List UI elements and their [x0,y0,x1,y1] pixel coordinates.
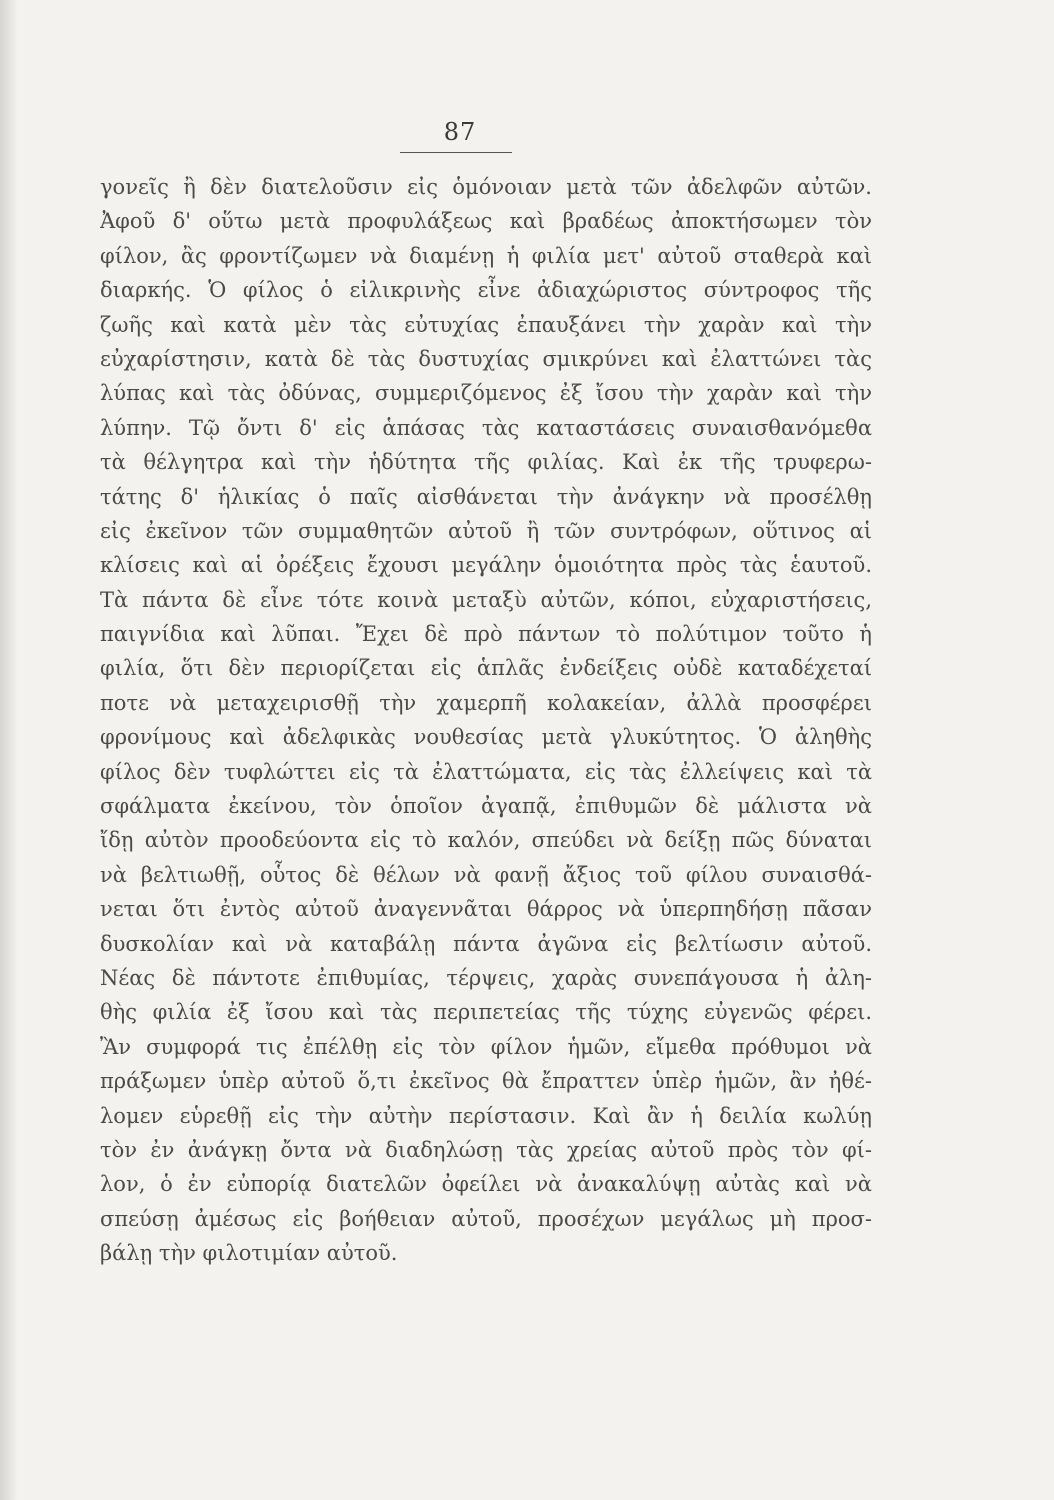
text-line: λομεν εὑρεθῇ εἰς τὴν αὐτὴν περίστασιν. Καὶ ἂν ἡ δειλία κωλύῃ [100,1103,872,1128]
text-line: λον, ὁ ἐν εὐπορίᾳ διατελῶν ὀφείλει νὰ ἀνακαλύψῃ αὐτὰς καὶ νὰ [100,1172,872,1197]
text-line: εὐχαρίστησιν, κατὰ δὲ τὰς δυστυχίας σμικρύνει καὶ ἐλαττώνει τὰς [100,346,872,371]
text-line: βάλῃ τὴν φιλοτιμίαν αὐτοῦ. [100,1241,398,1266]
text-line: τὰ θέλγητρα καὶ τὴν ἡδύτητα τῆς φιλίας. Καὶ ἐκ τῆς τρυφερω- [100,450,872,475]
text-line: τὸν ἐν ἀνάγκῃ ὄντα νὰ διαδηλώσῃ τὰς χρείας αὐτοῦ πρὸς τὸν φί- [100,1137,872,1162]
body-text [100,170,872,1271]
text-line: θὴς φιλία ἐξ ἴσου καὶ τὰς περιπετείας τῆς τύχης εὐγενῶς φέρει. [100,1000,872,1025]
text-line: Νέας δὲ πάντοτε ἐπιθυμίας, τέρψεις, χαρὰς συνεπάγουσα ἡ ἀλη- [100,965,872,990]
text-line: φίλος δὲν τυφλώττει εἰς τὰ ἐλαττώματα, εἰς τὰς ἐλλείψεις καὶ τὰ [100,759,872,784]
text-line: νὰ βελτιωθῇ, οὗτος δὲ θέλων νὰ φανῇ ἄξιος τοῦ φίλου συναισθά- [100,862,872,887]
text-line: φίλον, ἂς φροντίζωμεν νὰ διαμένῃ ἡ φιλία μετ' αὐτοῦ σταθερὰ καὶ [100,243,872,268]
page-number: 87 [443,118,477,146]
header-rule [400,152,512,153]
text-line: νεται ὅτι ἐντὸς αὐτοῦ ἀναγεννᾶται θάρρος νὰ ὑπερπηδήσῃ πᾶσαν [100,897,872,922]
text-line: δυσκολίαν καὶ νὰ καταβάλῃ πάντα ἀγῶνα εἰς βελτίωσιν αὐτοῦ. [100,931,872,956]
text-line: τάτης δ' ἡλικίας ὁ παῖς αἰσθάνεται τὴν ἀνάγκην νὰ προσέλθῃ [100,484,872,509]
text-line: σφάλματα ἐκείνου, τὸν ὁποῖον ἀγαπᾷ, ἐπιθυμῶν δὲ μάλιστα νὰ [100,794,872,819]
text-line: φιλία, ὅτι δὲν περιορίζεται εἰς ἁπλᾶς ἐνδείξεις οὐδὲ καταδέχεταί [100,656,872,681]
text-line: Τὰ πάντα δὲ εἶνε τότε κοινὰ μεταξὺ αὐτῶν, κόποι, εὐχαριστήσεις, [100,587,872,612]
page-binding-shadow [0,0,18,1500]
text-line: σπεύσῃ ἀμέσως εἰς βοήθειαν αὐτοῦ, προσέχων μεγάλως μὴ προσ- [100,1206,872,1231]
text-line: Ἀφοῦ δ' οὕτω μετὰ προφυλάξεως καὶ βραδέως ἀποκτήσωμεν τὸν [100,209,872,234]
text-line: εἰς ἐκεῖνον τῶν συμμαθητῶν αὐτοῦ ἢ τῶν συντρόφων, οὕτινος αἱ [100,518,872,543]
text-line: Ἂν συμφορά τις ἐπέλθῃ εἰς τὸν φίλον ἡμῶν, εἴμεθα πρόθυμοι νὰ [100,1034,872,1059]
text-line: γονεῖς ἢ δὲν διατελοῦσιν εἰς ὁμόνοιαν μετὰ τῶν ἀδελφῶν αὐτῶν. [100,175,872,199]
text-line: φρονίμους καὶ ἀδελφικὰς νουθεσίας μετὰ γλυκύτητος. Ὁ ἀληθὴς [100,725,872,750]
text-line: πράξωμεν ὑπὲρ αὐτοῦ ὅ,τι ἐκεῖνος θὰ ἔπραττεν ὑπὲρ ἡμῶν, ἂν ἠθέ- [100,1069,872,1094]
text-line: παιγνίδια καὶ λῦπαι. Ἔχει δὲ πρὸ πάντων τὸ πολύτιμον τοῦτο ἡ [100,622,872,647]
text-line: ποτε νὰ μεταχειρισθῇ τὴν χαμερπῆ κολακείαν, ἀλλὰ προσφέρει [100,690,872,715]
text-line: ζωῆς καὶ κατὰ μὲν τὰς εὐτυχίας ἐπαυξάνει τὴν χαρὰν καὶ τὴν [100,312,872,337]
text-line: λύπας καὶ τὰς ὀδύνας, συμμεριζόμενος ἐξ ἴσου τὴν χαρὰν καὶ τὴν [100,381,872,406]
text-line: ἴδῃ αὐτὸν προοδεύοντα εἰς τὸ καλόν, σπεύδει νὰ δείξῃ πῶς δύναται [100,828,872,853]
text-line: κλίσεις καὶ αἱ ὀρέξεις ἔχουσι μεγάλην ὁμοιότητα πρὸς τὰς ἑαυτοῦ. [100,553,872,578]
text-line: λύπην. Τῷ ὄντι δ' εἰς ἁπάσας τὰς καταστάσεις συναισθανόμεθα [100,415,872,440]
text-line: διαρκής. Ὁ φίλος ὁ εἰλικρινὴς εἶνε ἀδιαχώριστος σύντροφος τῆς [100,278,872,303]
